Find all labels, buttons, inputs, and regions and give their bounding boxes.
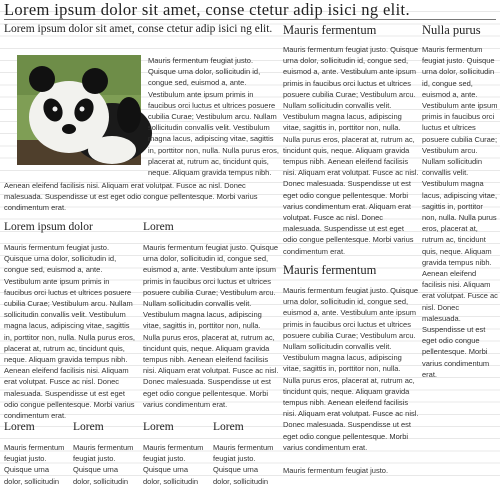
right-article-b-body: Mauris fermentum feugiat justo. Quisque urna dolor, sollicitudin id, congue sed, euismod a, ante. Vestibulum ante ipsum primis in faucibus orci luctus et ultrices posuere cubilia Curae; Vestibulum arcu. Nullam sollicitudin convallis velit. Vestibulum magna lacus, adipiscing vitae, sagittis in, porttitor non, nulla. Nulla purus eros, placerat at, rutrum ac, tincidunt quis, neque. Aliquam gravida tempus nibh. Aenean eleifend facilisis nisi. Aliquam erat volutpat. Fusce ac nisl. Donec malesuada. Suspendisse ut est eget odio congue pellentesque. Morbi varius condimentum erat. bbox=[283, 286, 419, 452]
mid-left-body: Mauris fermentum feugiat justo. Quisque urna dolor, sollicitudin id, congue sed, euismod a, ante. Vestibulum ante ipsum primis in faucibus orci luctus et ultrices posuere cubilia Curae; Vestibulum arcu. Nullam sollicitudin convallis velit. Vestibulum magna lacus, adipiscing vitae, sagittis in, porttitor non, nulla. Nulla purus eros, placerat at, rutrum ac, tincidunt quis, neque. Aliquam gravida tempus nibh. Aenean eleifend facilisis nisi. Aliquam erat volutpat. Fusce ac nisl. Donec malesuada. Suspendisse ut est eget odio congue pellentesque. Morbi varius condimentum erat. bbox=[4, 243, 135, 421]
right-article-b-tail: Mauris fermentum feugiat justo. bbox=[283, 466, 389, 475]
bottom-title-2: Lorem bbox=[73, 421, 104, 433]
right-article-b-title: Mauris fermentum bbox=[283, 263, 377, 277]
bottom-body-2: Mauris fermentum feugiat justo. Quisque urna dolor, sollicitudin bbox=[73, 443, 134, 486]
far-right-title: Nulla purus bbox=[422, 23, 481, 37]
masthead-title: Lorem ipsum dolor sit amet, conse ctetur adip isici ng elit. bbox=[4, 0, 410, 19]
right-article-a-title: Mauris fermentum bbox=[283, 23, 377, 37]
mid-center-body: Mauris fermentum feugiat justo. Quisque urna dolor, sollicitudin id, congue sed, euismod a, ante. Vestibulum ante ipsum primis in faucibus orci luctus et ultrices posuere cubilia Curae; Vestibulum arcu. Nullam sollicitudin convallis velit. Vestibulum magna lacus, adipiscing vitae, sagittis in, porttitor non, nulla. Nulla purus eros, placerat at, rutrum ac, tincidunt quis, neque. Aliquam gravida tempus nibh. Aenean eleifend facilisis nisi. Aliquam erat volutpat. Fusce ac nisl. Donec malesuada. Suspendisse ut est eget odio congue pellentesque. Morbi varius condimentum erat. bbox=[143, 243, 279, 409]
mid-center-title: Lorem bbox=[143, 221, 174, 233]
bottom-title-3: Lorem bbox=[143, 421, 174, 433]
bottom-body-3: Mauris fermentum feugiat justo. Quisque urna dolor, sollicitudin bbox=[143, 443, 204, 486]
lead-body-below-image: Aenean eleifend facilisis nisi. Aliquam erat volutpat. Fusce ac nisl. Donec malesuada. Suspendisse ut est eget odio congue pellentesque. Morbi varius condimentum erat. bbox=[4, 181, 258, 213]
right-article-a-body: Mauris fermentum feugiat justo. Quisque urna dolor, sollicitudin id, congue sed, euismod a, ante. Vestibulum ante ipsum primis in faucibus orci luctus et ultrices posuere cubilia Curae; Vestibulum arcu. Nullam sollicitudin convallis velit. Vestibulum magna lacus, adipiscing vitae, sagittis in, porttitor non, nulla. Nulla purus eros, placerat at, rutrum ac, tincidunt quis, neque. Aliquam gravida tempus nibh. Aenean eleifend facilisis nisi. Aliquam erat volutpat. Fusce ac nisl. Donec malesuada. Suspendisse ut est eget odio congue pellentesque. Morbi varius condimentum erat. Aliquam erat volutpat. Fusce ac nisl. Donec malesuada. Suspendisse ut est eget odio congue pellentesque. Morbi varius condimentum erat. bbox=[283, 45, 419, 256]
far-right-body: Mauris fermentum feugiat justo. Quisque urna dolor, sollicitudin id, congue sed, euismod a, ante. Vestibulum ante ipsum primis in faucibus orci luctus et ultrices posuere cubilia Curae; Vestibulum arcu. Nullam sollicitudin convallis velit. Vestibulum magna lacus, adipiscing vitae, sagittis in, porttitor non, nulla. Nulla purus eros, placerat at, rutrum ac, tincidunt quis, neque. Aliquam gravida tempus nibh. Aenean eleifend facilisis nisi. Aliquam erat volutpat. Fusce ac nisl. Donec malesuada. Suspendisse ut est eget odio congue pellentesque. Morbi varius condimentum erat. bbox=[422, 45, 498, 379]
bottom-body-4: Mauris fermentum feugiat justo. Quisque urna dolor, sollicitudin bbox=[213, 443, 274, 486]
masthead-rule bbox=[4, 19, 496, 20]
bottom-title-1: Lorem bbox=[4, 421, 35, 433]
lead-body-beside-image: Mauris fermentum feugiat justo. Quisque urna dolor, sollicitudin id, congue sed, euismod a, ante. Vestibulum ante ipsum primis in faucibus orci luctus et ultrices posuere cubilia Curae; Vestibulum arcu. Nullam sollicitudin convallis velit. Vestibulum magna lacus, adipiscing vitae, sagittis in, porttitor non, nulla. Nulla purus eros, placerat at, rutrum ac, tincidunt quis, neque. Aliquam gravida tempus nibh. bbox=[148, 56, 279, 178]
bottom-title-4: Lorem bbox=[213, 421, 244, 433]
bottom-body-1: Mauris fermentum feugiat justo. Quisque urna dolor, sollicitudin bbox=[4, 443, 65, 486]
mid-left-title: Lorem ipsum dolor bbox=[4, 221, 93, 233]
lead-article-title: Lorem ipsum dolor sit amet, conse ctetur adip isici ng elit. bbox=[4, 23, 273, 35]
panda-photo-icon bbox=[17, 55, 141, 165]
